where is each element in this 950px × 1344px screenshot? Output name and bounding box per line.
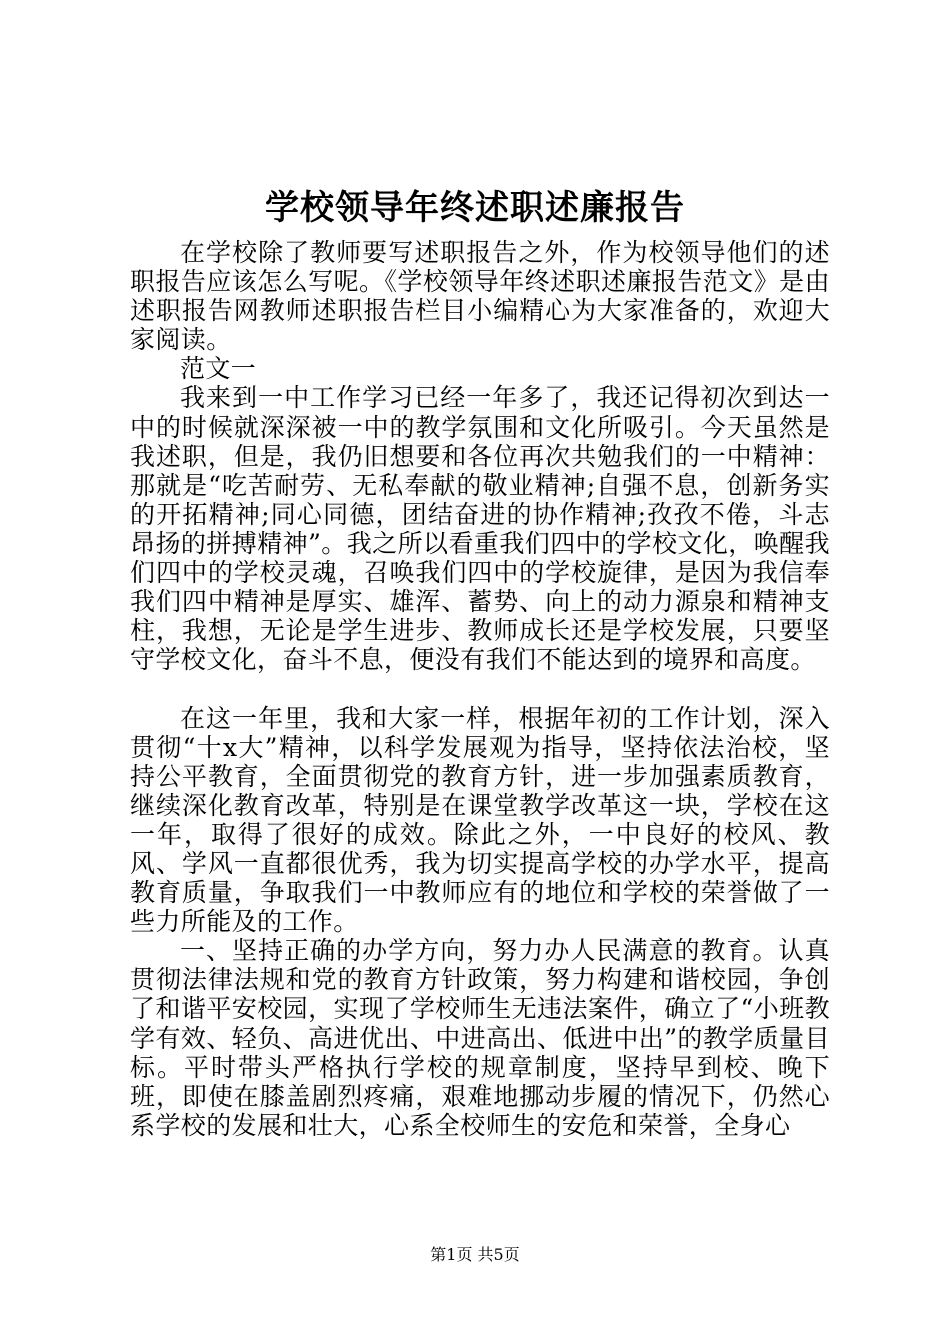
paragraph-spacer <box>130 674 830 703</box>
paragraph-sample-heading: 范文一 <box>180 354 257 384</box>
document-body <box>130 238 830 1140</box>
paragraph-school-spirit: 我来到一中工作学习已经一年多了，我还记得初次到达一中的时候就深深被一中的教学氛围和文化所吸引。今天虽然是我述职，但是，我仍旧想要和各位再次共勉我们的一中精神：那就是“吃苦耐劳、无私奉献的敬业精神;自强不息，创新务实的开拓精神;同心同德，团结奋进的协作精神;孜孜不倦，斗志昂扬的拼搏精神”。我之所以看重我们四中的学校文化，唤醒我们四中的学校灵魂，召唤我们四中的学校旋律，是因为我信奉我们四中精神是厚实、雄浑、蓄势、向上的动力源泉和精神支柱，我想，无论是学生进步、教师成长还是学校发展，只要坚守学校文化，奋斗不息，便没有我们不能达到的境界和高度。 <box>130 383 830 675</box>
paragraph-section-one: 一、坚持正确的办学方向，努力办人民满意的教育。认真贯彻法律法规和党的教育方针政策，努力构建和谐校园，争创了和谐平安校园，实现了学校师生无违法案件，确立了“小班教学有效、轻负、高进优出、中进高出、低进中出”的教学质量目标。平时带头严格执行学校的规章制度，坚持早到校、晚下班，即使在膝盖剧烈疼痛，艰难地挪动步履的情况下，仍然心系学校的发展和壮大，心系全校师生的安危和荣誉，全身心 <box>130 936 830 1140</box>
paragraph-year-review: 在这一年里，我和大家一样，根据年初的工作计划，深入贯彻“十x大”精神，以科学发展观为指导，坚持依法治校，坚持公平教育，全面贯彻党的教育方针，进一步加强素质教育，继续深化教育改革，特别是在课堂教学改革这一块，学校在这一年，取得了很好的成效。除此之外，一中良好的校风、教风、学风一直都很优秀，我为切实提高学校的办学水平，提高教育质量，争取我们一中教师应有的地位和学校的荣誉做了一些力所能及的工作。 <box>130 703 830 937</box>
paragraph-intro: 在学校除了教师要写述职报告之外，作为校领导他们的述职报告应该怎么写呢。《学校领导年终述职述廉报告范文》是由述职报告网教师述职报告栏目小编精心为大家准备的，欢迎大家阅读。 <box>130 238 830 355</box>
document-title: 学校领导年终述职述廉报告 <box>265 188 685 228</box>
page-number-footer: 第1页 共5页 <box>430 1245 520 1264</box>
